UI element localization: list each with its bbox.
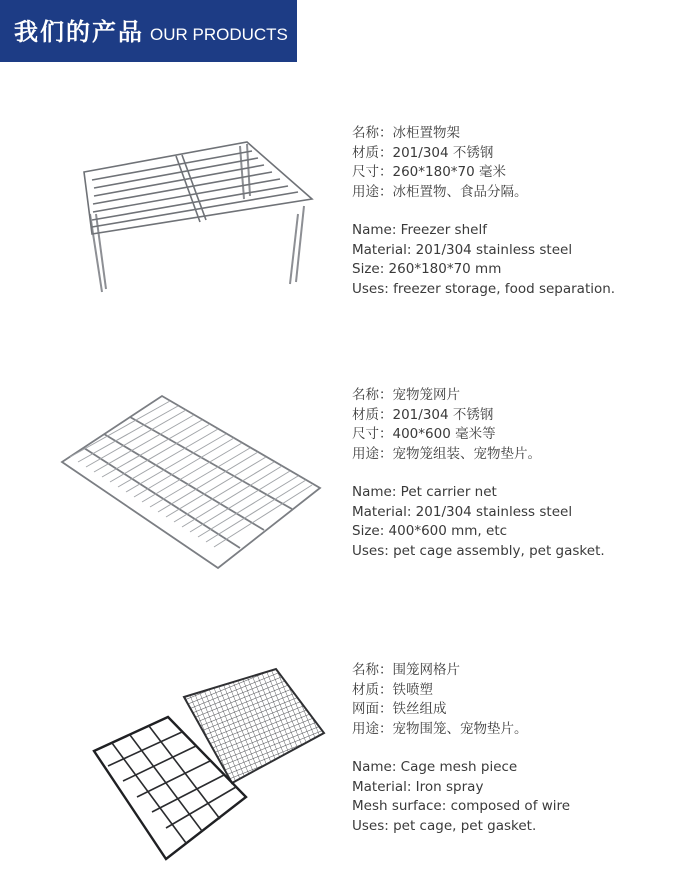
spec-cn-uses: 用途：宠物笼组装、宠物垫片。 (352, 445, 541, 462)
spec-cn-size: 尺寸：400*600 毫米等 (352, 426, 496, 442)
spec-en-material: Material: 201/304 stainless steel (352, 503, 573, 520)
cage-mesh-piece-image (92, 667, 328, 863)
spec-cn-name: 名称：围笼网格片 (352, 662, 460, 678)
spec-en-name: Name: Freezer shelf (352, 222, 487, 238)
banner-title-en: OUR PRODUCTS (150, 25, 288, 44)
freezer-shelf-image (72, 134, 322, 304)
spec-en-size: Size: 260*180*70 mm (352, 261, 502, 277)
spec-en-name: Name: Pet carrier net (352, 484, 497, 500)
spec-en-mesh: Mesh surface: composed of wire (352, 798, 571, 814)
spec-cn-uses: 用途：冰柜置物、食品分隔。 (352, 183, 528, 200)
spec-cn-uses: 用途：宠物围笼、宠物垫片。 (352, 720, 528, 737)
product-specs (352, 386, 605, 561)
spec-en-material: Material: Iron spray (352, 778, 484, 795)
product-specs (352, 124, 615, 299)
pet-carrier-net-image (58, 392, 324, 572)
spec-cn-name: 名称：冰柜置物架 (352, 125, 460, 141)
spec-en-uses: Uses: freezer storage, food separation. (352, 280, 616, 297)
spec-en-uses: Uses: pet cage, pet gasket. (352, 817, 537, 834)
banner-title-cn: 我们的产品 (14, 18, 144, 46)
spec-en-material: Material: 201/304 stainless steel (352, 241, 573, 258)
section-banner (0, 0, 297, 62)
spec-cn-name: 名称：宠物笼网片 (352, 387, 460, 403)
spec-en-uses: Uses: pet cage assembly, pet gasket. (352, 542, 605, 559)
spec-cn-mesh: 网面：铁丝组成 (352, 701, 447, 717)
spec-cn-material: 材质：201/304 不锈钢 (352, 406, 494, 423)
spec-cn-size: 尺寸：260*180*70 毫米 (352, 164, 507, 180)
product-pet-carrier-net (0, 378, 680, 588)
spec-en-name: Name: Cage mesh piece (352, 759, 518, 775)
product-specs (352, 661, 570, 836)
spec-en-size: Size: 400*600 mm, etc (352, 523, 508, 539)
spec-cn-material: 材质：201/304 不锈钢 (352, 144, 494, 161)
spec-cn-material: 材质：铁喷塑 (352, 681, 433, 698)
product-cage-mesh-piece (0, 655, 680, 885)
product-freezer-shelf (0, 112, 680, 312)
